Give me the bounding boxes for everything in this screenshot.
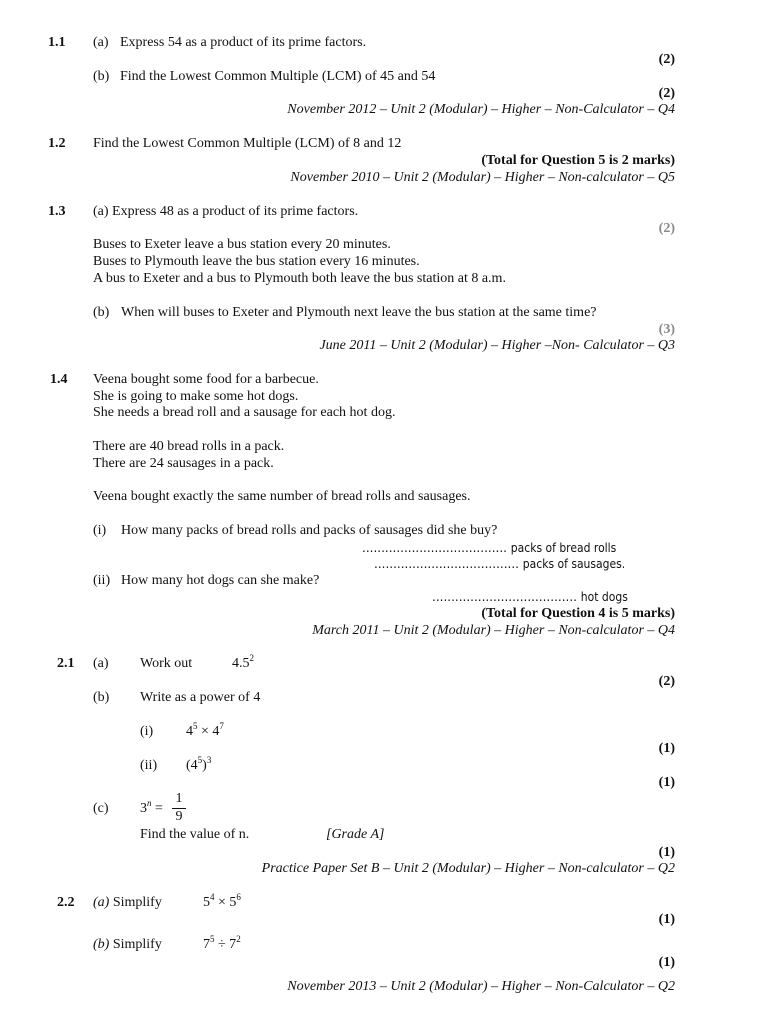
fraction-numerator: 1 [175,791,183,806]
source-reference: June 2011 – Unit 2 (Modular) – Higher –Non- Calculator – Q3 [319,338,675,353]
math-expression: 3$^n$ = [140,798,163,816]
question-text: Find the value of n. [140,827,250,842]
source-reference: November 2013 – Unit 2 (Modular) – Higher – Non-Calculator – Q2 [287,979,675,994]
source-reference: November 2012 – Unit 2 (Modular) – Higher – Non-Calculator – Q4 [287,102,675,117]
part-label: (ii) [140,758,158,773]
marks: (2) [658,52,675,67]
question-text: Find the Lowest Common Multiple (LCM) of 8 and 12 [93,136,402,151]
question-text: When will buses to Exeter and Plymouth next leave the bus station at the same time? [121,305,597,320]
part-label: (ii) [93,573,111,588]
answer-line[interactable]: ...................................... hot dogs [432,590,628,604]
part-label: (b) [93,305,110,320]
marks: (1) [658,741,675,756]
math-expression: $4^5 \times 4^7$ [186,721,224,739]
question-text: Express 54 as a product of its prime factors. [120,35,367,50]
question-text: Work out [140,656,193,671]
question-number: 2.2 [57,895,75,910]
question-number: 1.2 [48,136,66,151]
source-reference: March 2011 – Unit 2 (Modular) – Higher – Non-calculator – Q4 [312,623,675,638]
marks: (3) [658,322,675,337]
source-reference: November 2010 – Unit 2 (Modular) – Higher – Non-calculator – Q5 [290,170,675,185]
question-text: She is going to make some hot dogs. [93,389,299,404]
grade-label: [Grade A] [326,827,385,842]
question-text: How many packs of bread rolls and packs of sausages did she buy? [121,523,498,538]
part-label: (i) [140,724,154,739]
question-number: 2.1 [57,656,75,671]
part-label: (i) [93,523,107,538]
question-text: (a) Express 48 as a product of its prime factors. [93,204,359,219]
question-text: Write as a power of 4 [140,690,261,705]
part-label: (a) [93,35,109,50]
question-number: 1.1 [48,35,66,50]
question-text: Find the Lowest Common Multiple (LCM) of 45 and 54 [120,69,436,84]
question-text: Buses to Plymouth leave the bus station every 16 minutes. [93,254,420,269]
part-label: (c) [93,801,109,816]
marks: (1) [658,955,675,970]
part-label: (a) [93,656,109,671]
math-expression: $7^5 \div 7^2$ [203,934,241,952]
marks: (2) [658,674,675,689]
math-expression: $4.5^2$ [232,653,254,671]
question-text: How many hot dogs can she make? [121,573,320,588]
question-text: She needs a bread roll and a sausage for each hot dog. [93,405,396,420]
math-expression: $5^4 \times 5^6$ [203,892,241,910]
question-text: Veena bought exactly the same number of bread rolls and sausages. [93,489,471,504]
question-text: There are 24 sausages in a pack. [93,456,274,471]
total-marks: (Total for Question 5 is 2 marks) [481,153,675,168]
marks: (1) [658,845,675,860]
marks: (1) [658,912,675,927]
question-text: Veena bought some food for a barbecue. [93,372,319,387]
part-label: (b) [93,69,110,84]
fraction-denominator: 9 [175,809,183,824]
question-number: 1.3 [48,204,66,219]
marks: (1) [658,775,675,790]
question-text: There are 40 bread rolls in a pack. [93,439,285,454]
question-text: (b) Simplify [93,937,162,952]
question-number: 1.4 [50,372,68,387]
math-expression: $(4^5)^3$ [186,755,212,773]
marks: (2) [658,221,675,236]
question-text: Buses to Exeter leave a bus station every 20 minutes. [93,237,391,252]
question-text: (a) Simplify [93,895,162,910]
part-label: (b) [93,690,110,705]
total-marks: (Total for Question 4 is 5 marks) [481,606,675,621]
answer-line[interactable]: ...................................... packs of bread rolls [362,541,617,555]
marks: (2) [658,86,675,101]
question-text: A bus to Exeter and a bus to Plymouth both leave the bus station at 8 a.m. [93,271,506,286]
answer-line[interactable]: ...................................... packs of sausages. [374,557,626,571]
source-reference: Practice Paper Set B – Unit 2 (Modular) – Higher – Non-calculator – Q2 [261,861,675,876]
